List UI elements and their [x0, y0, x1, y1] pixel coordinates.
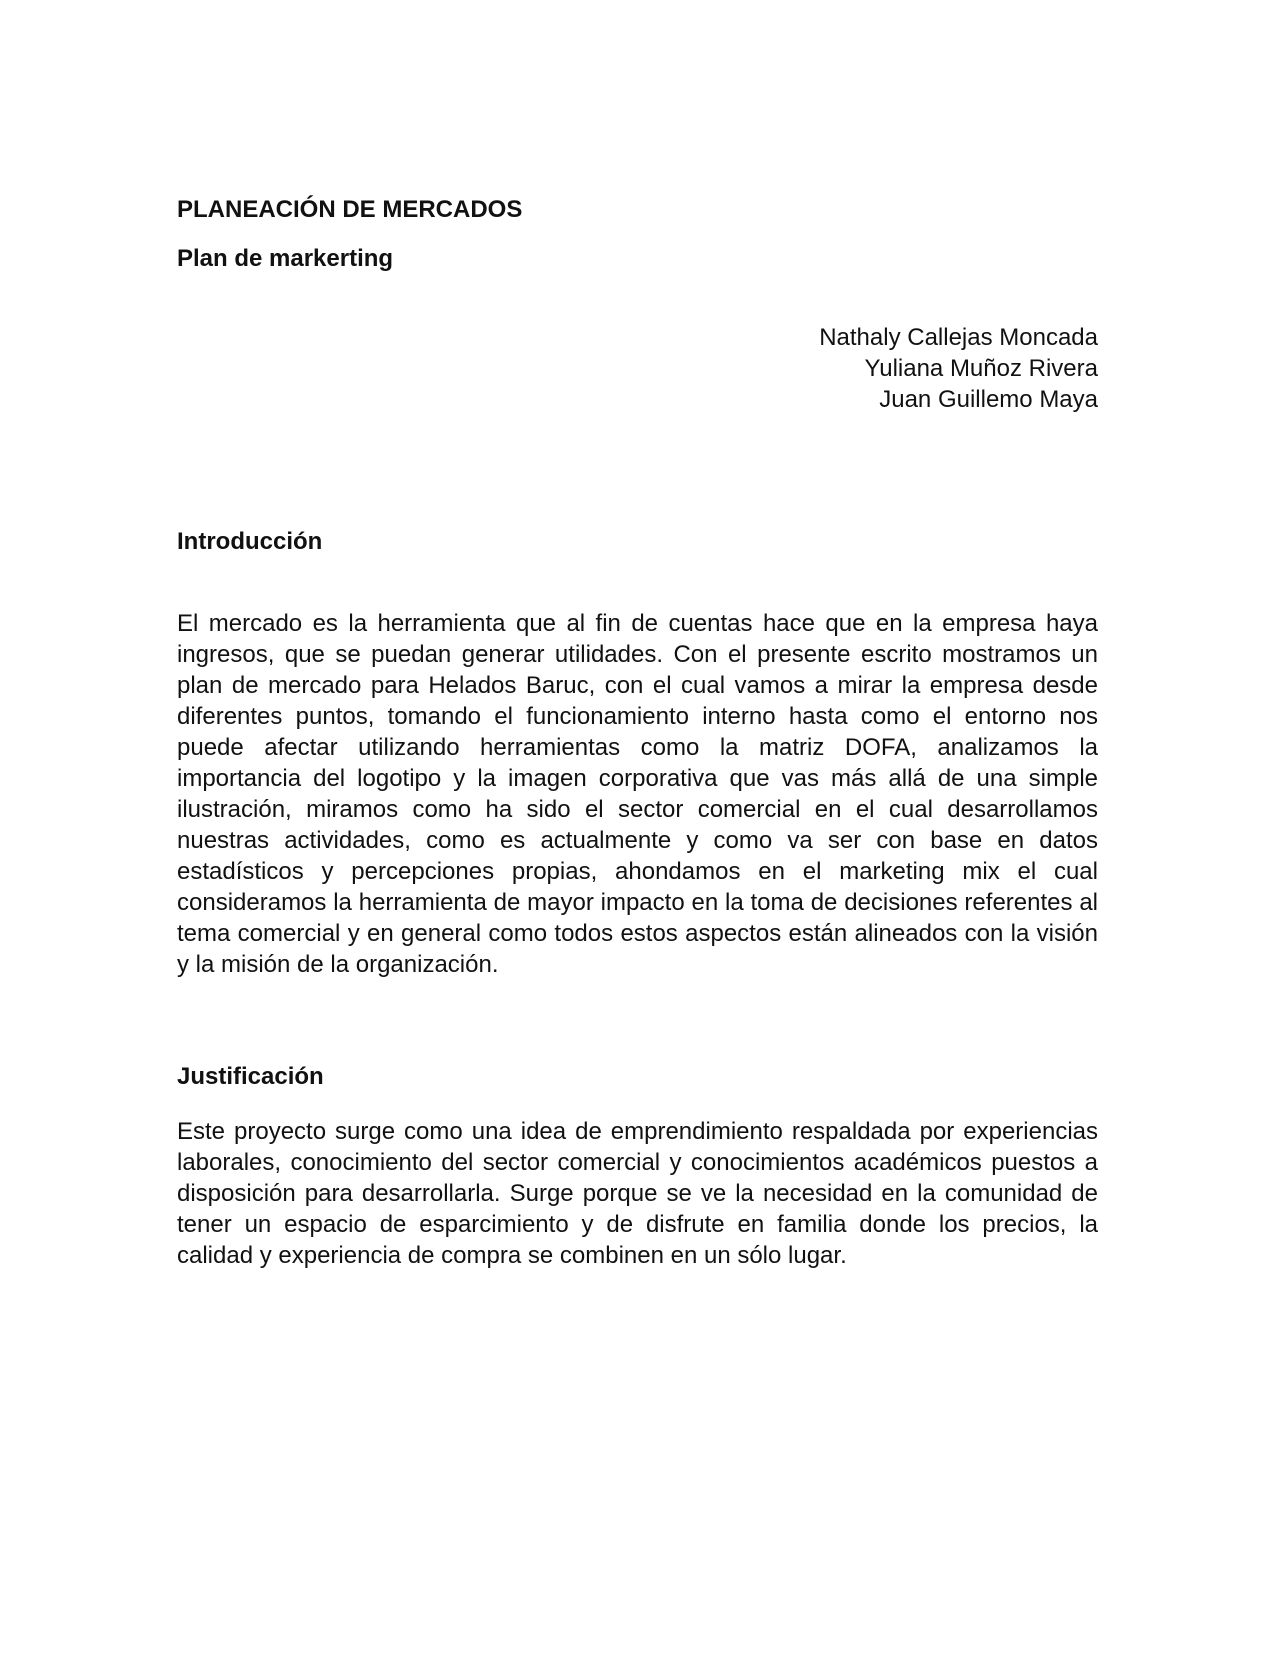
author-name: Juan Guillemo Maya — [879, 386, 1098, 413]
document-subtitle: Plan de markerting — [177, 245, 394, 272]
introduction-paragraph: El mercado es la herramienta que al fin de cuentas hace que en la empresa haya ingresos, que se puedan generar utilidades. Con el presente escrito mostramos un plan de mercado para Helados Baruc, con el cual vamos a mirar la empresa desde diferentes puntos, tomando el funcionamiento interno hasta como el entorno nos puede afectar utilizando herramientas como la matriz DOFA, analizamos la importancia del logotipo y la imagen corporativa que vas más allá de una simple ilustración, miramos como ha sido el sector comercial en el cual desarrollamos nuestras actividades, como es actualmente y como va ser con base en datos estadísticos y percepciones propias, ahondamos en el marketing mix el cual consideramos la herramienta de mayor impacto en la toma de decisiones referentes al tema comercial y en general como todos estos aspectos están alineados con la visión y la misión de la organización. — [177, 610, 1098, 978]
document-title: PLANEACIÓN DE MERCADOS — [177, 196, 523, 223]
author-name: Nathaly Callejas Moncada — [819, 324, 1098, 351]
justification-paragraph: Este proyecto surge como una idea de emprendimiento respaldada por experiencias laborales, conocimiento del sector comercial y conocimientos académicos puestos a disposición para desarrollarla. Surge porque se ve la necesidad en la comunidad de tener un espacio de esparcimiento y de disfrute en familia donde los precios, la calidad y experiencia de compra se combinen en un sólo lugar. — [177, 1118, 1098, 1269]
introduction-heading: Introducción — [177, 528, 323, 555]
author-list — [177, 322, 1098, 415]
justification-heading: Justificación — [177, 1063, 324, 1090]
author-name: Yuliana Muñoz Rivera — [864, 355, 1098, 382]
